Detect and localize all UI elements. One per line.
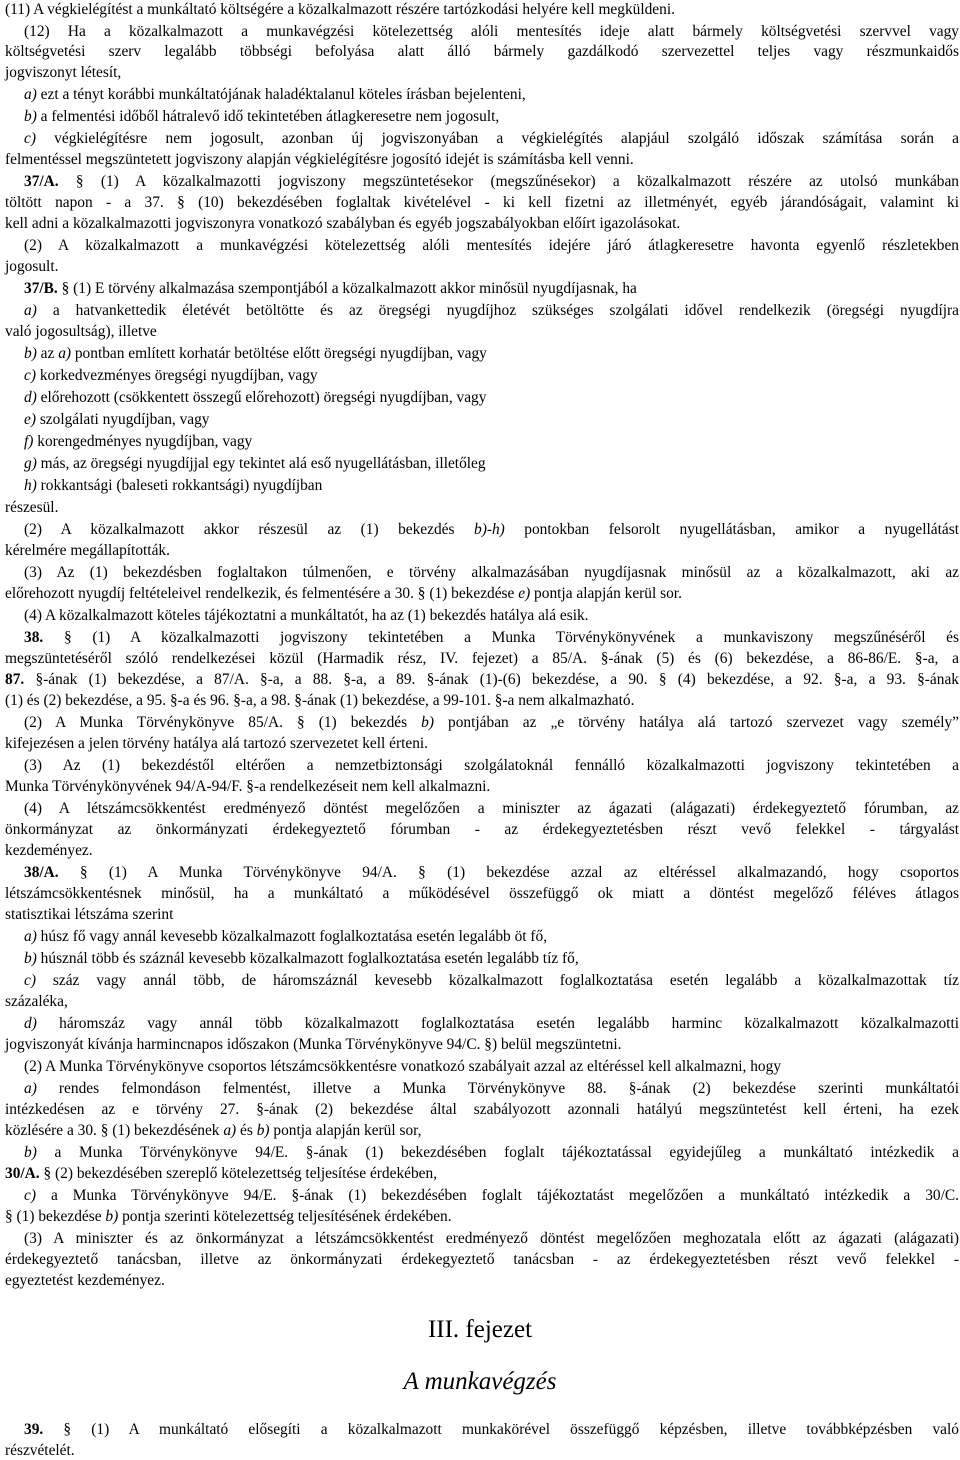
text-line: c) száz vagy annál több, de háromszáznál kevesebb közalkalmazott foglalkoztatása esetén legalább a közalkalmazottak tíz <box>24 972 959 989</box>
text-line: előrehozott nyugdíj feltételeivel rendelkezik, és felmentésére a 30. § (1) bekezdése e) pontja alapján kerül sor. <box>5 585 682 602</box>
text-line: 87. §-ának (1) bekezdése, a 87/A. §-a, a 88. §-a, a 89. §-ának (1)-(6) bekezdése, a 90. § (4) bekezdése, a 92. §-a, a 93. §-ának <box>5 671 959 688</box>
text-line: való jogosultság), illetve <box>5 323 157 340</box>
section-39: 39. § (1) A munkáltató elősegíti a közalkalmazott munkakörével összefüggő képzésben, illetve továbbképzésben való <box>24 1421 959 1438</box>
text-line: statisztikai létszáma szerint <box>5 906 174 923</box>
text-line: érdekegyeztető tanácsban, illetve az önkormányzati érdekegyeztető tanácsban - az érdekegyeztetésben részt vevő felekkel - <box>5 1251 959 1268</box>
section-37a: 37/A. § (1) A közalkalmazotti jogviszony megszüntetésekor (megszűnésekor) a közalkalmazott részére az utolsó munkában <box>24 173 959 190</box>
text-line: (4) A közalkalmazott köteles tájékoztatni a munkáltatót, ha az (1) bekezdés hatálya alá esik. <box>24 607 589 624</box>
chapter-number: III. fejezet <box>427 1316 533 1343</box>
text-line: (11) A végkielégítést a munkáltató költségére a közalkalmazott részére tartózkodási helyére kell megküldeni. <box>5 1 675 18</box>
text-line: 30/A. § (2) bekezdésében szereplő kötelezettség teljesítése érdekében, <box>5 1165 438 1182</box>
text-line: d) előrehozott (csökkentett összegű előrehozott) öregségi nyugdíjban, vagy <box>24 389 487 406</box>
text-line: f) korengedményes nyugdíjban, vagy <box>24 433 253 450</box>
text-line: jogosult. <box>5 258 59 275</box>
text-line: (1) és (2) bekezdése, a 95. §-a és 96. §-a, a 98. §-ának (1) bekezdése, a 99-101. §-a nem alkalmazható. <box>5 692 635 709</box>
text-line: egyeztetést kezdeményez. <box>5 1272 165 1289</box>
text-line: kifejezésen a jelen törvény hatálya alá tartozó szervezetet kell érteni. <box>5 735 429 752</box>
text-line: részesül. <box>5 499 59 516</box>
text-line: százaléka, <box>5 993 68 1010</box>
text-line: közlésére a 30. § (1) bekezdésének a) és b) pontja alapján kerül sor, <box>5 1122 422 1139</box>
text-line: felmentéssel megszüntetett jogviszony alapján végkielégítésre jogosító idejét is számításba kell venni. <box>5 151 634 168</box>
text-line: jogviszonyt létesít, <box>5 64 122 81</box>
text-line: b) az a) pontban említett korhatár betöltése előtt öregségi nyugdíjban, vagy <box>24 345 487 362</box>
text-line: (2) A Munka Törvénykönyve 85/A. § (1) bekezdés b) pontjában az „e törvény hatálya alá tartozó szervezet vagy személy” <box>24 714 959 731</box>
text-line: (12) Ha a közalkalmazott a munkavégzési kötelezettség alóli mentesítés ideje alatt bármely költségvetési szervvel vagy <box>24 23 959 40</box>
text-line: kérelmére megállapították. <box>5 542 170 559</box>
text-line: c) korkedvezményes öregségi nyugdíjban, vagy <box>24 367 318 384</box>
chapter-title: A munkavégzés <box>403 1368 557 1395</box>
text-line: b) a Munka Törvénykönyve 94/E. §-ának (1) bekezdésében foglalt tájékoztatással egyidejűleg a munkáltató intézkedik a <box>24 1144 959 1161</box>
text-line: (3) Az (1) bekezdéstől eltérően a nemzetbiztonsági szolgálatoknál fennálló közalkalmazotti jogviszony tekintetében a <box>24 757 959 774</box>
text-line: kezdeményez. <box>5 842 93 859</box>
text-line: intézkedésen az e törvény 27. §-ának (2) bekezdése által szabályozott azonnali hatályú megszüntetést kell érteni, ha ezek <box>5 1101 959 1118</box>
text-line: (2) A közalkalmazott akkor részesül az (1) bekezdés b)-h) pontokban felsorolt nyugellátásban, amikor a nyugellátást <box>24 521 959 538</box>
text-line: Munka Törvénykönyvének 94/A-94/F. §-a rendelkezéseit nem kell alkalmazni. <box>5 778 491 795</box>
text-line: § (1) bekezdése b) pontja szerinti kötelezettség teljesítésének érdekében. <box>5 1208 452 1225</box>
text-line: (2) A Munka Törvénykönyve csoportos létszámcsökkentésre vonatkozó szabályait azzal az eltéréssel kell alkalmazni, hogy <box>24 1058 782 1075</box>
text-line: a) húsz fő vagy annál kevesebb közalkalmazott foglalkoztatása esetén legalább öt fő, <box>24 928 548 945</box>
text-line: a) rendes felmondáson felmentést, illetve a Munka Törvénykönyve 88. §-ának (2) bekezdése szerinti munkáltatói <box>24 1080 959 1097</box>
text-line: c) a Munka Törvénykönyve 94/E. §-ának (1) bekezdésében foglalt tájékoztatást megelőzően a munkáltató intézkedik a 30/C. <box>24 1187 959 1204</box>
text-line: töltött napon - a 37. § (10) bekezdésében foglaltak kivételével - ki kell fizetni az illetményét, egyéb járandóságait, valamint ki <box>5 194 959 211</box>
text-line: a) a hatvankettedik életévét betöltötte és az öregségi nyugdíjhoz szükséges szolgálati idővel rendelkezik (öregségi nyugdíjra <box>24 302 959 319</box>
text-line: e) szolgálati nyugdíjban, vagy <box>24 411 210 428</box>
text-line: a) ezt a tényt korábbi munkáltatójának haladéktalanul köteles írásban bejelenteni, <box>24 86 526 103</box>
text-line: (3) A miniszter és az önkormányzat a létszámcsökkentést eredményező döntést megelőzően meghozatala előtt az ágazati (alágazati) <box>24 1230 959 1247</box>
text-line: kell adni a közalkalmazotti jogviszonyra vonatkozó szabályban és egyéb jogszabályokban előírt igazolásokat. <box>5 215 681 232</box>
text-line: b) húsznál több és száznál kevesebb közalkalmazott foglalkoztatása esetén legalább tíz fő, <box>24 950 579 967</box>
text-line: h) rokkantsági (baleseti rokkantsági) nyugdíjban <box>24 477 323 494</box>
text-line: d) háromszáz vagy annál több közalkalmazott foglalkoztatása esetén legalább harminc közalkalmazott közalkalmazotti <box>24 1015 959 1032</box>
text-line: részvételét. <box>5 1442 75 1459</box>
section-38a: 38/A. § (1) A Munka Törvénykönyve 94/A. § (1) bekezdése azzal az eltéréssel alkalmazandó, hogy csoportos <box>24 864 959 881</box>
text-line: b) a felmentési időből hátralevő idő tekintetében átlagkeresetre nem jogosult, <box>24 108 500 125</box>
text-line: (4) A létszámcsökkentést eredményező döntést megelőzően a miniszter az ágazati (alágazati) érdekegyeztető fórumban, az <box>24 800 959 817</box>
section-38: 38. § (1) A közalkalmazotti jogviszony tekintetében a Munka Törvénykönyvének a munkaviszony megszűnéséről és <box>24 629 959 646</box>
text-line: önkormányzat az önkormányzati érdekegyeztető fórumban - az érdekegyeztetésben részt vevő felekkel - tárgyalást <box>5 821 959 838</box>
text-line: (2) A közalkalmazott a munkavégzési kötelezettség alóli mentesítés idejére járó átlagkeresetre havonta egyenlő részletekben <box>24 237 959 254</box>
text-line: (3) Az (1) bekezdésben foglaltakon túlmenően, e törvény alkalmazásában nyugdíjasnak minősül az a közalkalmazott, aki az <box>24 564 959 581</box>
text-line: g) más, az öregségi nyugdíjjal egy tekintet alá eső nyugellátásban, illetőleg <box>24 455 486 472</box>
text-line: létszámcsökkentésnek minősül, ha a munkáltató a működésével összefüggő ok miatt a döntést megelőző féléves átlagos <box>5 885 959 902</box>
text-line: c) végkielégítésre nem jogosult, azonban új jogviszonyában a végkielégítés alapjául szolgáló időszak számítása során a <box>24 130 959 147</box>
text-line: jogviszonyát kívánja harmincnapos időszakon (Munka Törvénykönyve 94/C. §) belül megszüntetni. <box>5 1036 622 1053</box>
text-line: költségvetési szerv legalább többségi befolyása alatt álló bármely gazdálkodó szervezettel teljes vagy részmunkaidős <box>5 43 959 60</box>
section-37b: 37/B. § (1) E törvény alkalmazása szempontjából a közalkalmazott akkor minősül nyugdíjasnak, ha <box>24 280 637 297</box>
text-line: megszüntetéséről szóló rendelkezései közül (Harmadik rész, IV. fejezet) a 85/A. §-ának (5) és (6) bekezdése, a 86-86/E. §-a, a <box>5 650 959 667</box>
